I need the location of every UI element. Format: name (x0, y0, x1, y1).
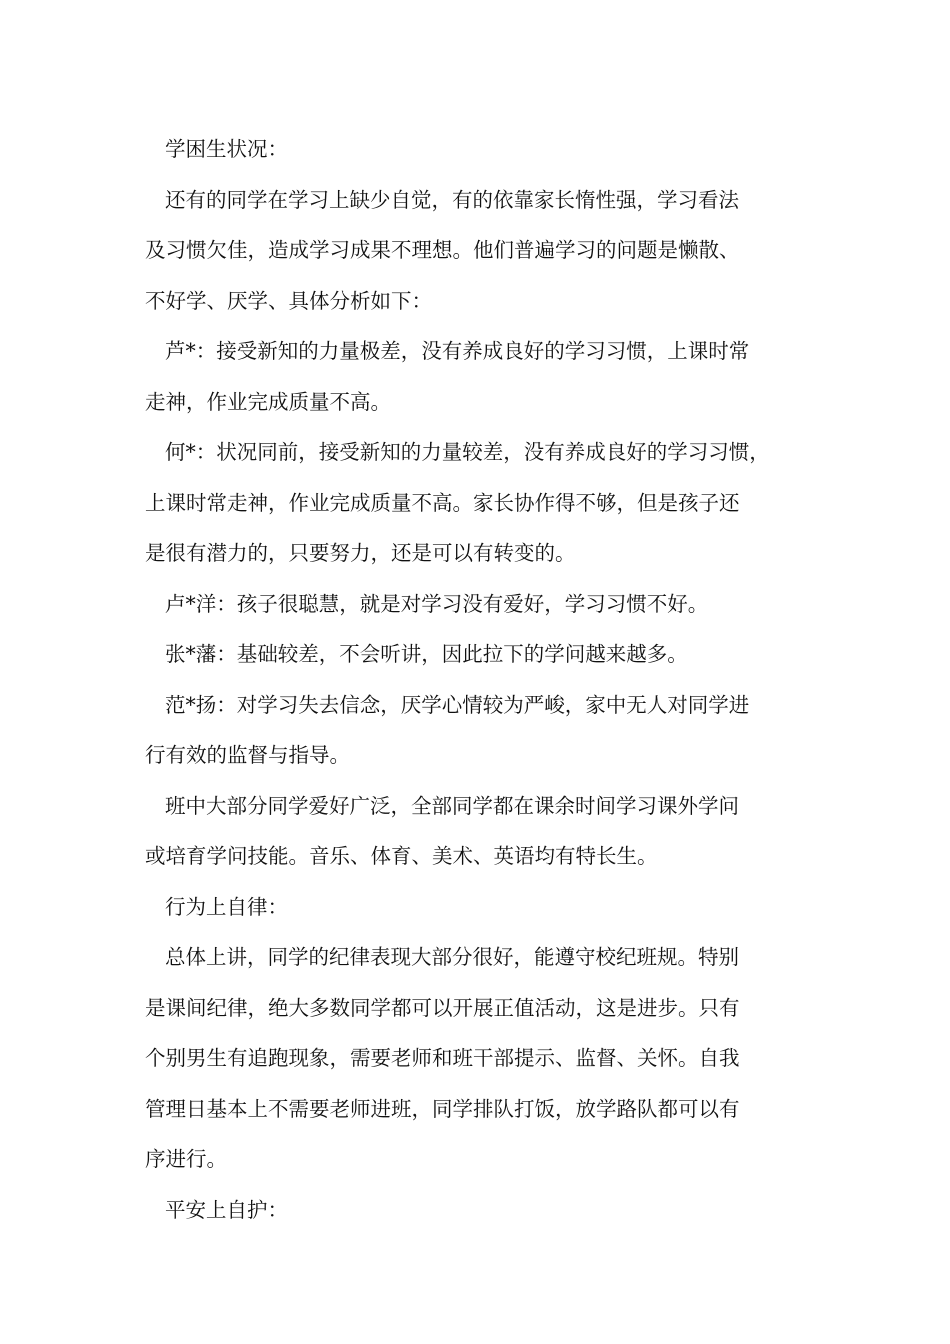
paragraph-line: 卢*洋：孩子很聪慧，就是对学习没有爱好，学习习惯不好。 (165, 591, 709, 616)
paragraph-line: 芦*：接受新知的力量极差，没有养成良好的学习习惯，上课时常 (165, 339, 750, 363)
paragraph-line: 序进行。 (145, 1147, 227, 1171)
paragraph-line: 或培育学问技能。音乐、体育、美术、英语均有特长生。 (145, 844, 658, 868)
paragraph-line: 管理日基本上不需要老师进班，同学排队打饭，放学路队都可以有 (145, 1096, 740, 1121)
paragraph-line: 及习惯欠佳，造成学习成果不理想。他们普遍学习的问题是懒散、 (145, 238, 740, 262)
paragraph-line: 是课间纪律，绝大多数同学都可以开展正值活动，这是进步。只有 (145, 995, 740, 1020)
paragraph-line: 总体上讲，同学的纪律表现大部分很好，能遵守校纪班规。特别 (165, 945, 739, 969)
paragraph-line: 还有的同学在学习上缺少自觉，有的依靠家长惰性强，学习看法 (165, 187, 739, 212)
paragraph-line: 上课时常走神，作业完成质量不高。家长协作得不够，但是孩子还 (145, 490, 740, 515)
paragraph-line: 班中大部分同学爱好广泛，全部同学都在课余时间学习课外学问 (165, 793, 739, 818)
section-heading-safety: 平安上自护： (165, 1197, 288, 1222)
paragraph-line: 不好学、厌学、具体分析如下： (145, 288, 432, 313)
paragraph-line: 何*：状况同前，接受新知的力量较差，没有养成良好的学习习惯， (165, 440, 770, 464)
paragraph-line: 是很有潜力的，只要努力，还是可以有转变的。 (145, 541, 576, 565)
paragraph-line: 走神，作业完成质量不高。 (145, 389, 391, 414)
paragraph-line: 张*藩：基础较差，不会听讲，因此拉下的学问越来越多。 (165, 642, 688, 666)
paragraph-line: 范*扬：对学习失去信念，厌学心情较为严峻，家中无人对同学进 (165, 692, 750, 717)
paragraph-line: 个别男生有追跑现象，需要老师和班干部提示、监督、关怀。自我 (145, 1046, 740, 1070)
document-page (145, 124, 825, 1235)
paragraph-line: 行有效的监督与指导。 (145, 743, 350, 767)
section-heading-behavior: 行为上自律： (165, 894, 288, 919)
section-heading-learning-difficulty: 学困生状况： (165, 137, 288, 161)
